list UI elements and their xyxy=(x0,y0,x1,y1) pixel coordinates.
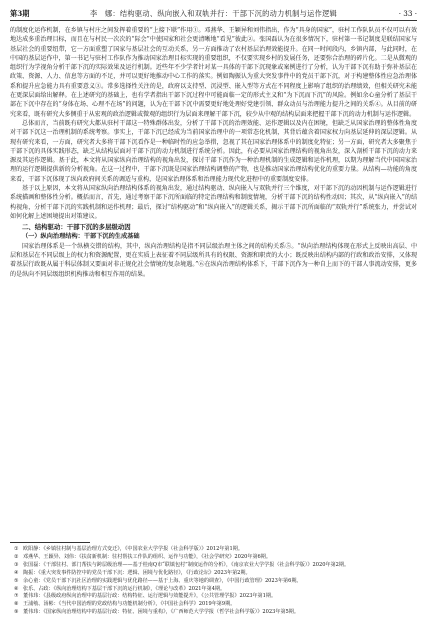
running-header xyxy=(10,8,417,21)
running-title: 李 娜：结构驱动、纵向嵌入和双轨并行：干部下沉的动力机制与运作逻辑 xyxy=(89,9,338,18)
footnote-rule xyxy=(10,542,90,543)
footnote-mark: ⑤ xyxy=(14,577,19,584)
footnote xyxy=(10,562,417,570)
footnote-text: 邓燕华、王颖异、刘伟：《扶贫新机制：驻村帮扶工作队的组织、运作与功能》，《社会学研究》2020年第6期。 xyxy=(23,553,271,560)
footnote-text: 余心童：《党员干部下沉社区治理的实践逻辑与优化路径——基于上海、重庆等地的调查》，《中国行政管理》2023年第6期。 xyxy=(23,577,302,584)
footnote xyxy=(10,554,417,562)
footnote xyxy=(10,546,417,554)
footnote-mark: ② xyxy=(14,553,19,560)
section-heading: 二、结构驱动：干部下沉的多层级动因 xyxy=(22,223,131,232)
footnote xyxy=(10,609,417,617)
footnote xyxy=(10,578,417,586)
footnote-mark: ④ xyxy=(14,569,19,576)
footnote-text: 张国磊：《干部驻村、部门帮扶与跨层级治理——基于桂南Q市“联镇包村”制度运作的分析》，《南京农业大学学报（社会科学版）》2020年第2期。 xyxy=(23,561,350,568)
body-paragraph: 总体而言，当前既有研究大都从驻村干部这一特殊群体出发，分析了干部下沉的治理效能、运作逻辑以及内在困境，但缺乏从国家治理的整体性角度对干部下沉这一治理机制的系统考察。事实上，干部下沉已经成为当前国家治理中的一项常态化机制，其背后蕴含着国家权力向基层延伸的深层逻辑。从现有研究来看，一方面，研究者大多将干部下沉看作是一种临时性的应急举措，忽视了其在国家治理体系中的制度化特征；另一方面，研究者大多聚焦于干部下沉的具体实践形态，缺乏从结构层面对干部下沉的动力机制进行系统分析。因此，有必要从国家治理结构的视角出发，深入剖析干部下沉的动力来源及其运作逻辑。基于此，本文将从国家纵向治理结构的视角出发，探讨干部下沉作为一种治理机制的生成逻辑和运作机理，以期为理解当代中国国家治理的运行逻辑提供新的分析视角。在这一过程中，干部下沉既是国家治理结构调整的产物，也是推动国家治理结构优化的重要力量。从结构—功能的角度来看，干部下沉体现了纵向政府间关系的调适与重构，是国家治理体系和治理能力现代化进程中的重要制度安排。 xyxy=(10,119,417,183)
article-body xyxy=(10,26,417,279)
footnote-mark: ⑧ xyxy=(14,601,19,608)
footnote-text: 欧阳静：《乡镇驻村制与基层治理方式变迁》，《中国农业大学学报（社会科学版）》2012年第1期。 xyxy=(23,546,243,552)
footnote-mark: ⑦ xyxy=(14,593,19,600)
subsection-heading: （一）纵向治理结构：干部下沉的生成基础 xyxy=(22,233,140,241)
body-paragraph: 的制度化运作机制，在乡镇与村庄之间发挥着重要的“上接下联”作用①。邓燕华、王颖异和刘伟指出，作为“具身的国家”，驻村工作队队员不仅可以有效地达成多重治理目标，而且在与村民一次次的“际会”中使国家和社会更清晰地“看见”彼此②。张国磊认为在很多情况下，驻村第一书记制度是联结国家与基层社会的重要纽带，它一方面重塑了国家与基层社会的互动关系，另一方面推动了农村基层治理效能提升。在同一时间段内，乡镇内部，与此同时，在中国的基层运作中，第一书记与驻村工作队作为推动国家治理目标实现的重要组织，不仅要实现乡村的发展任务，还要弥合治理的碎片化。二是从微观的组织行为学视角分析干部下沉的实际效果及运行机制。近些年不少学者针对某一具体的干部下沉现象或案例进行了分析，认为干部下沉有助于弥补基层在政策、资源、人力、信息等方面的不足，并可以更好地推动中心工作的落实。例如陶振认为重大突发事件中的党员干部下沉，对于构建整体性应急治理体系和提升应急能力具有重要意义③。常多选择性关注的是，政府以支持型、沉浸型、嵌入型等方式在不同程度上影响了组织的治理绩效，但相关研究未能在更深层面给出解释。在上述研究的基础上，也有学者指出干部下沉过程中可能面临一定的形式主义和“为下沉而下沉”的风险。例如余心童分析了基层干部在下沉中存在的“身体在场、心理不在场”的问题，认为在干部下沉中需要更好地处理好党建引领、群众动员与治理能力提升之间的关系④。从目前的研究来看，既有研究大多侧重于从宏观的政治逻辑或微观的组织行为层面来理解干部下沉，较少从中观的结构层面来把握干部下沉的动力机制与运作逻辑。 xyxy=(10,27,417,118)
footnote xyxy=(10,570,417,578)
footnote-text: 张乐、占政：《纵向治理结构下基层干部下沉的运行机制》，《理论与改革》2021年第4期。 xyxy=(23,585,226,592)
footnote-mark: ① xyxy=(14,546,19,552)
footnote-mark: ⑥ xyxy=(14,585,19,592)
footnote-text: 董伟玮：《县级政府纵向治理中的基层行政：结构特征、运行逻辑与效能提升》，《公共管理学报》2023年第1期。 xyxy=(23,593,277,600)
body-paragraph: 基于以上原因，本文将从国家纵向治理结构体系的视角出发，通过结构驱动、纵向嵌入与双轨并行三个维度，对干部下沉的动因机制与运作逻辑进行系统描画和整体性分析。概括而言，首先，通过考察干部下沉所面临的特定治理结构和制度情境，分析干部下沉的结构性动因；其次，从“纵向嵌入”的结构视角，分析干部下沉的实践机制和运作机理；最后，探讨“结构驱动”和“纵向嵌入”的逻辑关系，揭示干部下沉所面临的“双轨并行”系统张力，并尝试对如何化解上述困境提出对策建议。 xyxy=(10,185,417,220)
footnote-text: 董伟玮：《国家纵向治理结构中的基层行政：特征、困境与重构》，《广西师范大学学报（哲学社会科学版）》2023年第5期。 xyxy=(23,609,299,616)
footnote-mark: ⑨ xyxy=(14,609,19,616)
body-paragraph: 国家治理体系是一个纵横交错的结构，其中，纵向治理结构是指不同层级治理主体之间的结构关系⑤。“纵向治理结构体现在形式上反映出高层、中层和基层在不同层级上的权力和资源配置，更在实质上表征着不同层级所具有的权限、资源和职责的大小；既反映出结构内部的行政和政治安排，又体现着基层行政既从属于科层体制又要面对非正规化社会情境的复杂境遇。”⑥在纵向治理结构体系下，干部下沉作为一种自上而下的干部人事流动安排，更多的是纵向不同层级组织机构推动和相互作用的结果。 xyxy=(10,242,417,278)
footnote-text: 陶振：《重大突发事件防控中的党员干部下沉：逻辑、困境与优化路径》，《行政论坛》2023年第2期。 xyxy=(23,569,251,576)
issue-label: 第3期 xyxy=(10,9,30,18)
footnotes xyxy=(10,546,417,617)
footnote-mark: ③ xyxy=(14,561,19,568)
footnote-text: 王浦劬、汤彬：《当代中国治理的党政结构与功能机制分析》，《中国社会科学》2019年第9期。 xyxy=(23,601,236,608)
page-number: · 33 · xyxy=(398,9,417,18)
